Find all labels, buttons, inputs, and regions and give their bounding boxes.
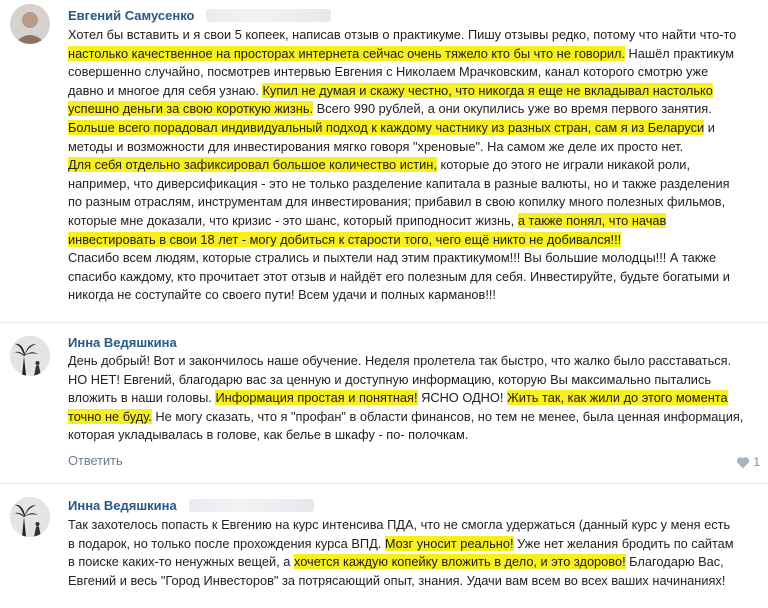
text-line [68, 352, 764, 371]
highlighted-text: Мозг уносит реально! [384, 535, 514, 551]
text-segment: НО НЕТ! Евгений, благодарю вас за ценную и доступную информацию, которую Вы максимально пытались [68, 371, 712, 387]
text-line [68, 426, 764, 445]
text-line [68, 119, 764, 138]
comment-author[interactable]: Евгений Самусенко [68, 8, 331, 24]
text-segment: Всего 990 рублей, а они окупились уже во время первого занятия. [313, 101, 712, 117]
comment-author[interactable]: Инна Ведяшкина [68, 335, 177, 350]
text-line [68, 535, 764, 554]
text-segment: вложить в наши головы. [68, 390, 216, 406]
highlighted-text: Информация простая и понятная! [215, 390, 418, 406]
highlighted-text: Жить так, как жили до этого момента [506, 390, 728, 406]
text-line [68, 45, 764, 64]
highlighted-text: хочется каждую копейку вложить в дело, и это здорово! [293, 554, 626, 570]
text-segment: никогда не соступайте со своего пути! Всем удачи и полных карманов!!! [68, 287, 496, 303]
highlighted-text: настолько качественное на просторах интернета сейчас очень тяжело кто бы что не говорил. [68, 45, 625, 61]
reply-button[interactable]: Ответить [68, 453, 123, 468]
comment-author[interactable]: Инна Ведяшкина [68, 498, 314, 514]
text-segment: ЯСНО ОДНО! [417, 390, 507, 406]
highlighted-text: а также понял, что начав [517, 212, 667, 228]
highlighted-text: успешно деньги за свою короткую жизнь. [68, 101, 314, 117]
text-line [68, 156, 764, 175]
highlighted-text: Больше всего порадовал индивидуальный подход к каждому частнику из разных стран, сам я из Беларуси [68, 119, 705, 135]
text-line [68, 286, 764, 305]
text-line [68, 572, 764, 591]
heart-icon [736, 456, 750, 469]
highlighted-text: инвестировать в свои 18 лет - могу добиться к старости того, чего ещё никто не добивался!!! [68, 231, 622, 247]
text-line [68, 408, 764, 427]
text-segment: Хотел бы вставить и я свои 5 копеек, написав отзыв о практикуме. Пишу отзывы редко, потому что найти что-то [68, 27, 737, 42]
blurred-date [189, 499, 314, 512]
text-line [68, 82, 764, 101]
text-line [68, 249, 764, 268]
text-line [68, 389, 764, 408]
user-photo-icon [10, 4, 50, 44]
text-line [68, 231, 764, 250]
avatar[interactable] [10, 497, 50, 537]
text-line [68, 212, 764, 231]
text-segment: спасибо каждому, кто прочитает этот отзыв и найдёт его полезным для себя. Инвестируйте, будьте богатыми и [68, 268, 730, 284]
palm-silhouette-icon [10, 497, 50, 537]
text-line [68, 138, 764, 157]
text-segment: которые мне доказали, что кризис - это шанс, который приподносит жизнь, [68, 212, 518, 228]
text-segment: Евгений и весь "Город Инвесторов" за потрясающий опыт, знания. Удачи вам всем во всех ваших начинаниях! [68, 572, 726, 588]
text-segment: в подарок, но только после прохождения курса ВПД. [68, 535, 385, 551]
avatar[interactable] [10, 4, 50, 44]
text-segment: например, что диверсификация - это не только разделение капитала в разные валюты, но и также разделения [68, 175, 730, 191]
text-line [68, 553, 764, 572]
comment-3 [0, 484, 768, 608]
like-count: 1 [753, 455, 760, 469]
text-segment: совершенно случайно, посмотрев интервью Евгения с Николаем Мрачковским, канал которого смотрю уже [68, 64, 709, 80]
text-line [68, 193, 764, 212]
comment-text [68, 352, 764, 445]
text-line [68, 268, 764, 287]
text-segment: методы и возможности для инвестирования мягко говоря "хреновые". На самом же деле их просто нет. [68, 138, 684, 154]
text-line [68, 63, 764, 82]
text-line [68, 100, 764, 119]
text-segment: Не могу сказать, что я "профан" в области финансов, но тем не менее, была ценная информация, [151, 408, 744, 424]
avatar[interactable] [10, 336, 50, 376]
highlighted-text: Для себя отдельно зафиксировал большое количество истин, [68, 157, 437, 173]
palm-silhouette-icon [10, 336, 50, 376]
text-line [68, 26, 764, 45]
text-segment: Уже нет желания бродить по сайтам [513, 535, 734, 551]
text-segment: Спасибо всем людям, которые стрались и пыхтели над этим практикумом!!! Вы большие молодцы!!! А также [68, 250, 717, 266]
text-segment: по разным отраслям, инструментам для инвестирования; прибавил в свою копилку много полезных фильмов, [68, 194, 726, 210]
text-segment: которая укладывалась в голове, как белье в шкафу - по- полочкам. [68, 427, 469, 443]
text-segment: и [704, 119, 715, 135]
text-line [68, 516, 764, 535]
text-line [68, 371, 764, 390]
text-segment: давно и многое для себя узнаю. [68, 82, 263, 98]
text-segment: Так захотелось попасть к Евгению на курс интенсива ПДА, что не смогла удержаться (данный курс у меня есть [68, 517, 731, 532]
like-button[interactable] [736, 454, 760, 470]
text-segment: которые до этого не играли никакой роли, [436, 157, 691, 173]
blurred-date [206, 9, 331, 22]
highlighted-text: Купил не думая и скажу честно, что никогда я еще не вкладывал настолько [262, 82, 713, 98]
text-segment: День добрый! Вот и закончилось наше обучение. Неделя пролетела так быстро, что жалко было расставаться. [68, 353, 732, 368]
highlighted-text: точно не буду. [68, 408, 152, 424]
comment-text [68, 26, 764, 305]
text-segment: в поиске каких-то ненужных вещей, а [68, 554, 294, 570]
comment-2 [0, 323, 768, 483]
comment-text [68, 516, 764, 590]
text-segment: Благодарю Вас, [625, 554, 724, 570]
text-segment: Нашёл практикум [625, 45, 735, 61]
text-line [68, 175, 764, 194]
